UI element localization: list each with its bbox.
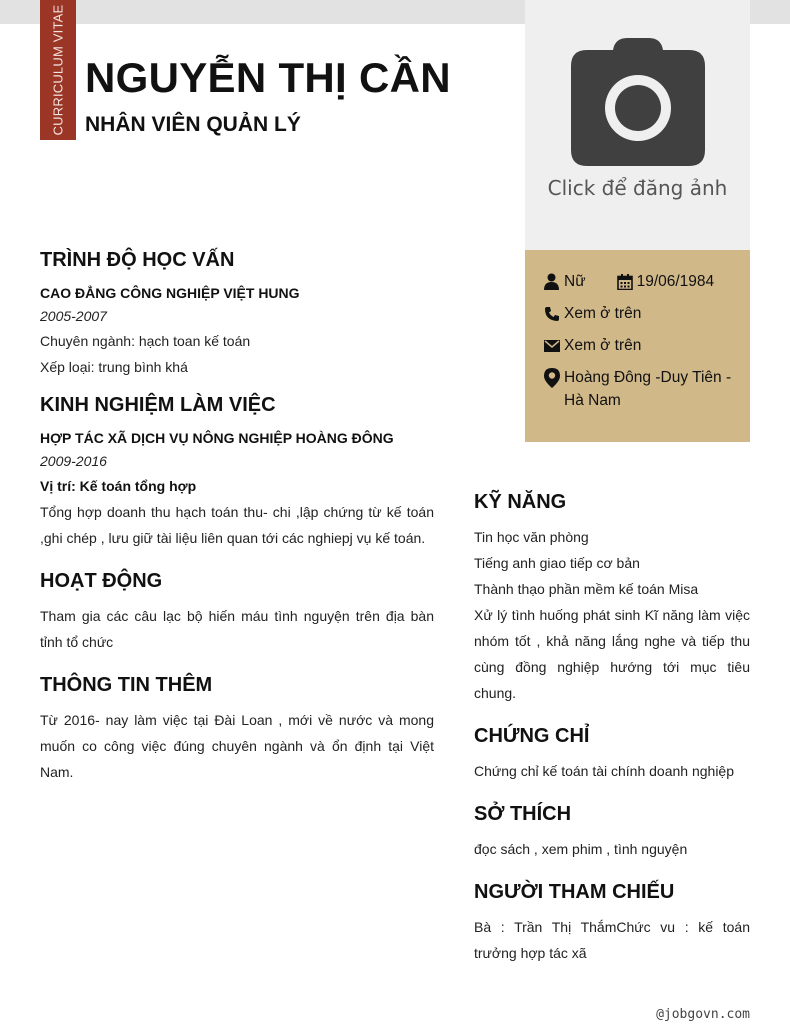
experience-role: Vị trí: Kế toán tổng hợp <box>40 478 197 494</box>
experience-description: Tổng hợp doanh thu hạch toán thu- chi ,lập chứng từ kế toán ,ghi chép , lưu giữ tài liệu liên quan tới các nghiepj vụ kế toán. <box>40 504 434 546</box>
email-icon <box>544 334 564 357</box>
calendar-icon <box>617 270 637 293</box>
extra-info-title: THÔNG TIN THÊM <box>40 674 213 696</box>
activities-title: HOẠT ĐỘNG <box>40 570 163 592</box>
gender-birthdate-row <box>544 270 750 293</box>
candidate-position: NHÂN VIÊN QUẢN LÝ <box>85 113 301 136</box>
footer-watermark: @jobgovn.com <box>656 1007 750 1022</box>
birthdate-value: 19/06/1984 <box>636 273 715 290</box>
email-row <box>544 334 750 357</box>
education-title: TRÌNH ĐỘ HỌC VẤN <box>40 249 235 271</box>
camera-icon <box>571 36 705 166</box>
person-icon <box>544 270 564 293</box>
contact-info-box <box>525 250 750 442</box>
hobbies-description: đọc sách , xem phim , tình nguyện <box>474 841 688 857</box>
gender-value: Nữ <box>564 273 586 290</box>
certificates-title: CHỨNG CHỈ <box>474 725 590 747</box>
phone-icon <box>544 302 564 325</box>
email-value: Xem ở trên <box>564 337 642 354</box>
candidate-name: NGUYỄN THỊ CẦN <box>85 54 451 101</box>
experience-company: HỢP TÁC XÃ DỊCH VỤ NÔNG NGHIỆP HOÀNG ĐÔNG <box>40 430 394 446</box>
skill-item: Thành thạo phần mềm kế toán Misa <box>474 581 699 597</box>
activities-description: Tham gia các câu lạc bộ hiến máu tình nguyện trên địa bàn tỉnh tổ chức <box>40 608 434 650</box>
photo-upload-area[interactable] <box>525 0 750 250</box>
skill-item: Tiếng anh giao tiếp cơ bản <box>474 555 640 571</box>
education-grade: Xếp loại: trung bình khá <box>40 359 188 375</box>
skills-title: KỸ NĂNG <box>474 491 567 513</box>
photo-upload-label[interactable]: Click để đăng ảnh <box>547 176 728 200</box>
phone-value: Xem ở trên <box>564 305 642 322</box>
hobbies-title: SỞ THÍCH <box>474 803 572 825</box>
references-title: NGƯỜI THAM CHIẾU <box>474 881 675 903</box>
education-major: Chuyên ngành: hạch toan kế toán <box>40 333 251 349</box>
education-period: 2005-2007 <box>40 308 107 324</box>
skill-item: Xử lý tình huống phát sinh Kĩ năng làm việc nhóm tốt , khả năng lắng nghe và tiếp thu cùng đồng nghiệp hướng tới mục tiêu chung. <box>474 607 750 701</box>
cv-ribbon <box>40 0 76 140</box>
education-school: CAO ĐẲNG CÔNG NGHIỆP VIỆT HUNG <box>40 285 300 301</box>
location-pin-icon <box>544 366 564 389</box>
phone-row <box>544 302 750 325</box>
experience-period: 2009-2016 <box>40 453 107 469</box>
cv-ribbon-label: CURRICULUM VITAE <box>50 4 66 136</box>
skill-item: Tin học văn phòng <box>474 529 589 545</box>
skills-list <box>474 524 750 706</box>
address-value: Hoàng Đông -Duy Tiên - Hà Nam <box>564 369 732 409</box>
experience-title: KINH NGHIỆM LÀM VIỆC <box>40 394 276 416</box>
certificates-description: Chứng chỉ kế toán tài chính doanh nghiệp <box>474 763 735 779</box>
address-row <box>544 366 750 412</box>
extra-info-description: Từ 2016- nay làm việc tại Đài Loan , mới về nước và mong muốn co công việc đúng chuyên ngành và ổn định tại Việt Nam. <box>40 712 434 780</box>
references-description: Bà : Trần Thị ThắmChức vu : kế toán trưởng hợp tác xã <box>474 919 750 961</box>
